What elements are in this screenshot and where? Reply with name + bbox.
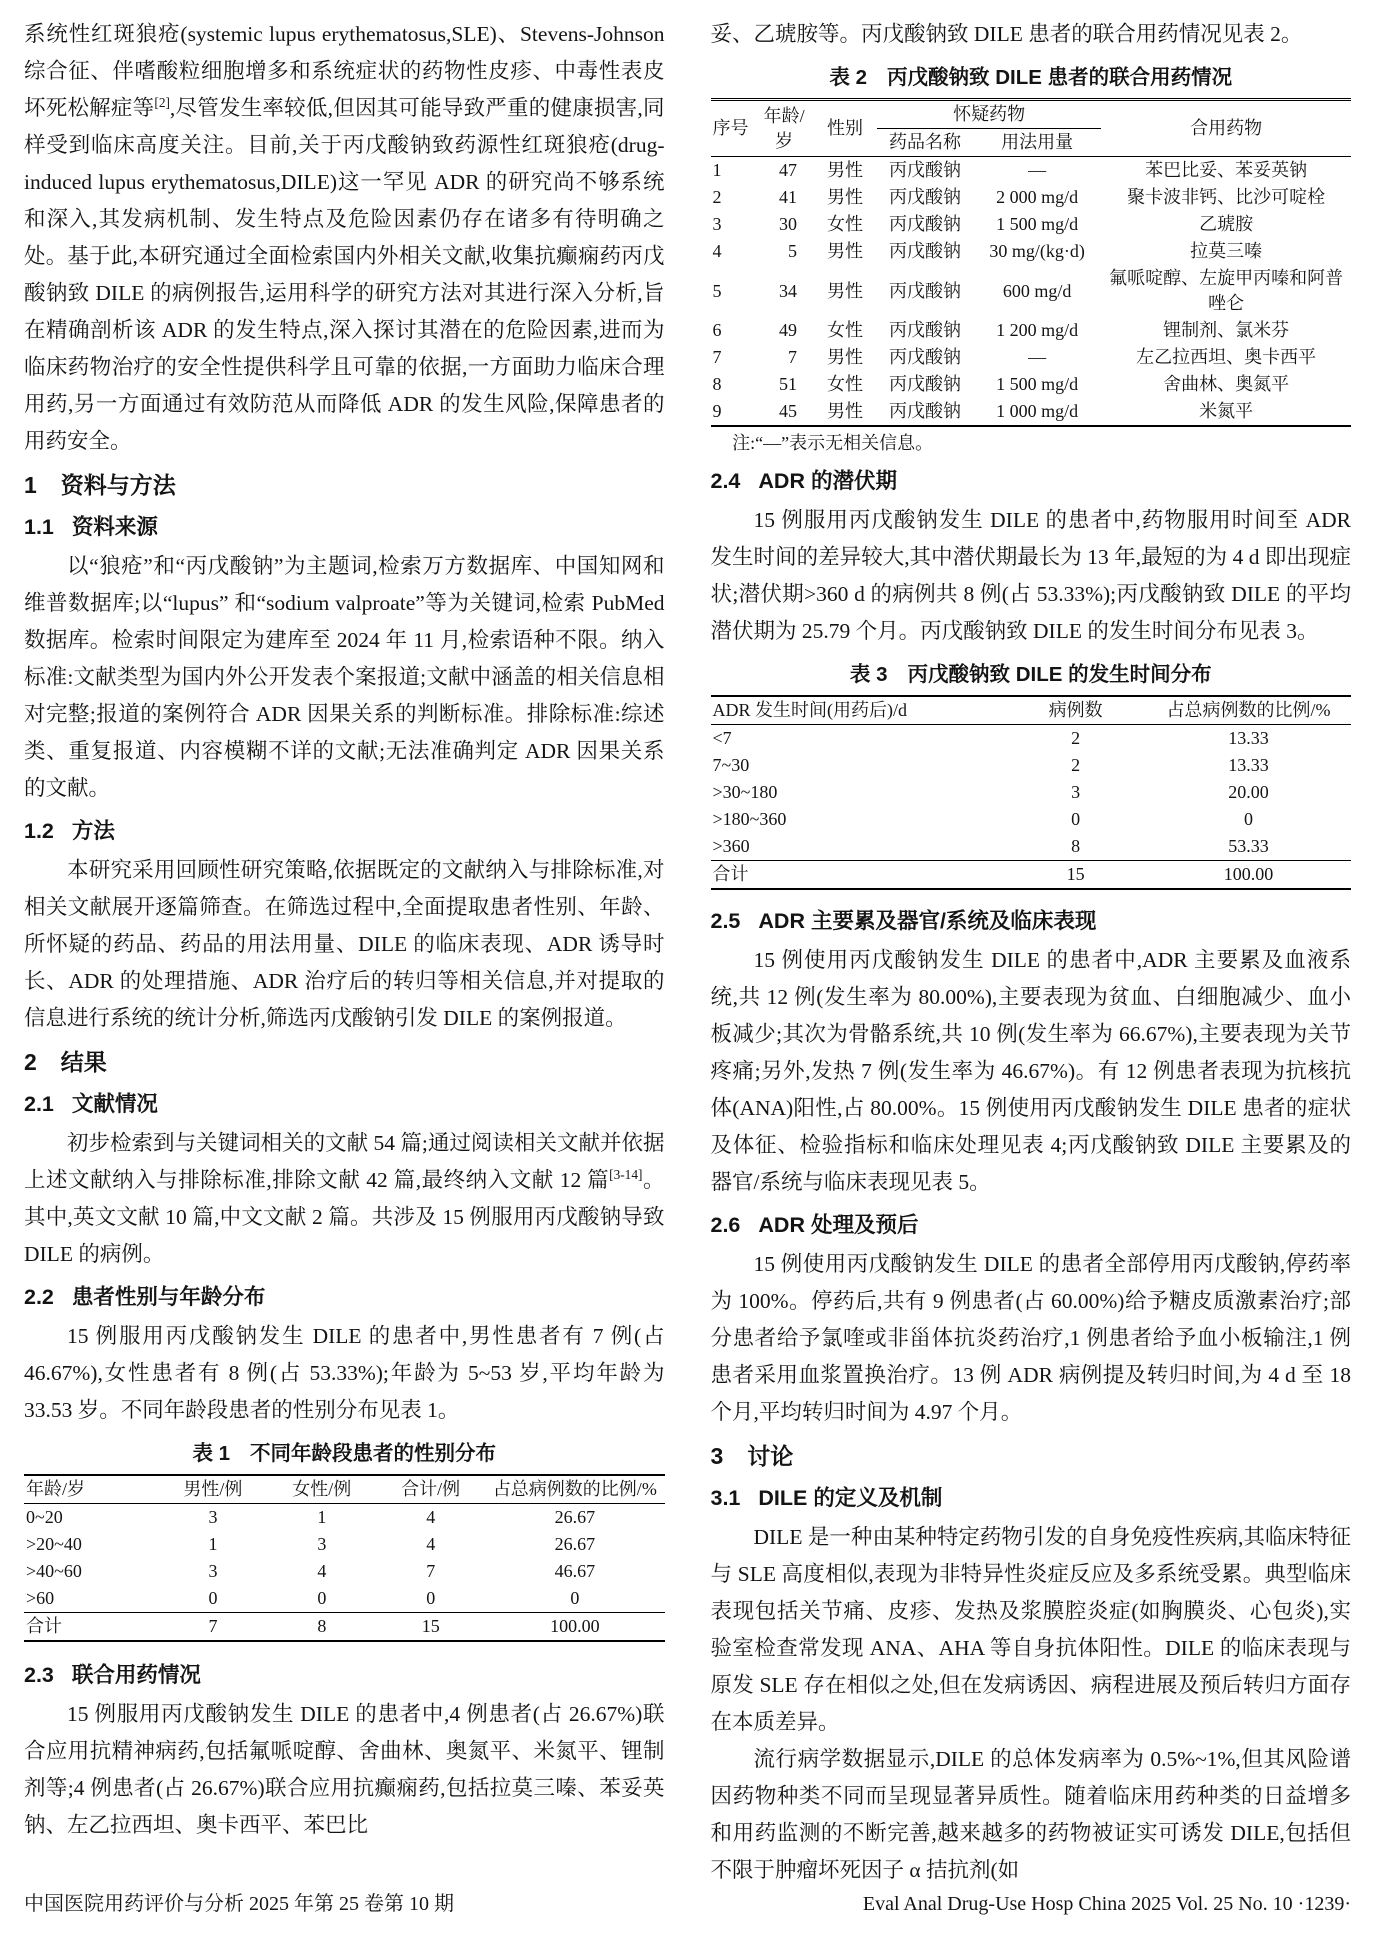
table-row: [711, 725, 1352, 753]
table-cell: 4: [426, 1534, 436, 1554]
table-cell: 丙戊酸钠: [889, 374, 962, 394]
table-row: [711, 344, 1352, 371]
table-cell: 6: [712, 320, 722, 340]
table-cell: 7: [426, 1561, 436, 1581]
section-title: 方法: [71, 819, 115, 843]
table-cell: 丙戊酸钠: [889, 280, 962, 301]
reference-marker: [2]: [154, 94, 170, 110]
section-title: 文献情况: [71, 1092, 158, 1116]
section-title: ADR 处理及预后: [758, 1213, 919, 1237]
table-title: 丙戊酸钠致 DILE 的发生时间分布: [907, 663, 1212, 686]
column-header: 合用药物: [1190, 118, 1263, 138]
table-cell: 41: [778, 187, 797, 207]
table-cell: 49: [778, 320, 797, 340]
column-header: 药品名称: [889, 132, 962, 152]
column-header: 合计/例: [401, 1479, 461, 1499]
paragraph-epidemiology: 流行病学数据显示,DILE 的总体发病率为 0.5%~1%,但其风险谱因药物种类不同而呈现显著异质性。随着临床用药种类的日益增多和用药监测的不断完善,越来越多的药物被证实可诱发 DILE,包括但不限于肿瘤坏死因子 α 拮抗剂(如: [710, 1747, 1351, 1882]
table-1-gender-distribution: [24, 1474, 665, 1642]
table-cell: 30: [778, 214, 797, 234]
table-cell: 合计: [26, 1616, 62, 1636]
table-cell: 8: [1071, 836, 1081, 856]
table-cell: 男性: [826, 187, 863, 207]
text-fragment: ,尽管发生率较低,但因其可能导致严重的健康损害,同样受到临床高度关注。目前,关于丙戊酸钠致药源性红斑狼疮(drug-induced lupus erythematosus,DILE)这一罕见 ADR 的研究尚不够系统和深入,其发病机制、发生特点及危险因素仍存在诸多有待明确之处。基于此,本研究通过全面检索国内外相关文献,收集抗癫痫药丙戊酸钠致 DILE 的病例报告,运用科学的研究方法对其进行深入分析,旨在精确剖析该 ADR 的发生特点,深入探讨其潜在的危险因素,进而为临床药物治疗的安全性提供科学且可靠的依据,一方面助力临床合理用药,另一方面通过有效防范从而降低 ADR 的发生风险,保障患者的用药安全。: [24, 96, 665, 453]
section-heading-2-3: [24, 1658, 665, 1692]
section-number: 1: [24, 472, 37, 498]
table-cell: 1 500 mg/d: [996, 374, 1079, 394]
section-title: ADR 主要累及器官/系统及临床表现: [758, 909, 1097, 933]
column-header: 性别: [826, 118, 863, 138]
table-cell: 0: [317, 1588, 327, 1608]
table-cell: 1: [712, 160, 722, 180]
table-cell: 聚卡波非钙、比沙可啶栓: [1127, 187, 1326, 207]
column-header: 年龄/岁: [26, 1479, 86, 1499]
table-cell: 100.00: [1223, 864, 1274, 884]
table-cell: 15: [1066, 864, 1085, 884]
table-cell: 丙戊酸钠: [889, 187, 962, 207]
table3-caption: [711, 660, 1352, 690]
table-row: [711, 806, 1352, 833]
page-footer: [24, 1890, 1351, 1918]
section-title: 讨论: [747, 1443, 794, 1469]
table-cell: 47: [778, 160, 797, 180]
column-header: 男性/例: [183, 1479, 243, 1499]
section-heading-3-1: [711, 1481, 1352, 1515]
table-cell: 7: [712, 347, 722, 367]
table-cell: 26.67: [554, 1534, 596, 1554]
table-cell: 5: [712, 280, 722, 301]
table-cell: 34: [778, 280, 797, 301]
table-row: [711, 779, 1352, 806]
section-number: 2.5: [710, 909, 741, 933]
table-cell: >60: [26, 1588, 55, 1608]
table-row: [711, 317, 1352, 344]
table-cell: 20.00: [1228, 782, 1269, 802]
table-row: [711, 184, 1352, 211]
table2-note: 注:“—”表示无相关信息。: [732, 433, 934, 453]
table-cell: 51: [778, 374, 797, 394]
table-row: [711, 752, 1352, 779]
table-title: 丙戊酸钠致 DILE 患者的联合用药情况: [887, 66, 1233, 89]
table2-caption: [711, 63, 1352, 93]
table-cell: 2: [1071, 755, 1081, 775]
table-row: [711, 157, 1352, 185]
table-cell: 0: [1244, 809, 1254, 829]
table-2-combination-drugs: [711, 98, 1352, 427]
table-row: [711, 265, 1352, 317]
table-cell: 1: [317, 1507, 327, 1527]
table-cell: >40~60: [26, 1561, 82, 1581]
table-cell: 左乙拉西坦、奥卡西平: [1136, 347, 1317, 367]
text-fragment: 。其中,英文文献 10 篇,中文文献 2 篇。共涉及 15 例服用丙戊酸钠导致 DILE 的病例。: [24, 1168, 665, 1266]
section-heading-2-5: [711, 904, 1352, 938]
section-number: 2.1: [24, 1092, 54, 1116]
section-heading-2-6: [711, 1208, 1352, 1242]
table-cell: 男性: [826, 241, 863, 261]
paragraph-organ-system: 15 例使用丙戊酸钠发生 DILE 的患者中,ADR 主要累及血液系统,共 12 例(发生率为 80.00%),主要表现为贫血、白细胞减少、血小板减少;其次为骨骼系统,共 10 例(发生率为 66.67%),主要表现为关节疼痛;另外,发热 7 例(发生率为 46.67%)。有 12 例患者表现为抗核抗体(ANA)阳性,占 80.00%。15 例使用丙戊酸钠发生 DILE 患者的症状及体征、检验指标和临床处理见表 4;丙戊酸钠致 DILE 主要累及的器官/系统与临床表现见表 5。: [710, 948, 1351, 1194]
column-header: 年龄/岁: [763, 105, 805, 151]
table-cell: 53.33: [1228, 836, 1269, 856]
section-heading-1-1: [24, 510, 665, 544]
table-cell: 0: [570, 1588, 580, 1608]
table-cell: 1 500 mg/d: [996, 214, 1079, 234]
table-cell: 0~20: [26, 1507, 63, 1527]
table-total-row: [711, 861, 1352, 890]
table-cell: 2 000 mg/d: [996, 187, 1079, 207]
table-cell: 600 mg/d: [1002, 280, 1072, 301]
table-cell: 苯巴比妥、苯妥英钠: [1145, 160, 1308, 180]
table-cell: —: [1028, 160, 1047, 180]
section-heading-2-2: [24, 1280, 665, 1314]
table-cell: 0: [1071, 809, 1081, 829]
table-cell: >180~360: [712, 809, 787, 829]
section-heading-2-1: [24, 1087, 665, 1121]
table-cell: 1 200 mg/d: [996, 320, 1079, 340]
section-number: 3.1: [710, 1486, 741, 1510]
table-cell: 丙戊酸钠: [889, 347, 962, 367]
table-cell: 7: [208, 1616, 218, 1636]
section-heading-2: [24, 1044, 665, 1080]
table-cell: 1: [208, 1534, 218, 1554]
table-cell: >30~180: [712, 782, 778, 802]
table-number: 表 3: [849, 663, 888, 686]
section-heading-2-4: [711, 464, 1352, 498]
paragraph-intro: [24, 16, 665, 460]
section-title: 资料与方法: [60, 472, 176, 498]
table-cell: 0: [426, 1588, 436, 1608]
table-cell: 男性: [826, 160, 863, 180]
paragraph-treatment-outcome: 15 例使用丙戊酸钠发生 DILE 的患者全部停用丙戊酸钠,停药率为 100%。停药后,共有 9 例患者(占 60.00%)给予糖皮质激素治疗;部分患者给予氯喹或非甾体抗炎药治疗,1 例患者给予血小板输注,1 例患者采用血浆置换治疗。13 例 ADR 病例提及转归时间,为 4 d 至 18 个月,平均转归时间为 4.97 个月。: [710, 1252, 1351, 1424]
column-header: 序号: [712, 118, 749, 138]
table-cell: 46.67: [554, 1561, 596, 1581]
paragraph-gender-age: 15 例服用丙戊酸钠发生 DILE 的患者中,男性患者有 7 例(占 46.67%),女性患者有 8 例(占 53.33%);年龄为 5~53 岁,平均年龄为 33.53 岁。不同年龄段患者的性别分布见表 1。: [24, 1324, 665, 1422]
section-title: DILE 的定义及机制: [758, 1486, 943, 1510]
table-cell: 3: [317, 1534, 327, 1554]
column-header: 占总病例数的比例/%: [1166, 700, 1331, 720]
paragraph-combination: 15 例服用丙戊酸钠发生 DILE 的患者中,4 例患者(占 26.67%)联合应用抗精神病药,包括氟哌啶醇、舍曲林、奥氮平、米氮平、锂制剂等;4 例患者(占 26.67%)联合应用抗癫痫药,包括拉莫三嗪、苯妥英钠、左乙拉西坦、奥卡西平、苯巴比: [24, 1702, 665, 1837]
table-cell: 舍曲林、奥氮平: [1163, 374, 1290, 394]
table-total-row: [24, 1613, 665, 1642]
section-number: 2: [24, 1049, 37, 1075]
column-header: ADR 发生时间(用药后)/d: [712, 700, 907, 720]
table-cell: 男性: [826, 280, 863, 301]
table-cell: 合计: [712, 864, 749, 884]
table-cell: 氟哌啶醇、左旋甲丙嗪和阿普唑仑: [1109, 268, 1344, 313]
table-cell: 丙戊酸钠: [889, 160, 962, 180]
table-cell: 8: [712, 374, 722, 394]
table-cell: >360: [712, 836, 750, 856]
table-cell: 8: [317, 1616, 327, 1636]
table-cell: 3: [208, 1561, 218, 1581]
table-cell: 丙戊酸钠: [889, 320, 962, 340]
table-row: [711, 833, 1352, 861]
table-cell: 30 mg/(kg·d): [989, 241, 1085, 261]
table-cell: 3: [712, 214, 722, 234]
table-cell: 26.67: [554, 1507, 596, 1527]
table-cell: 丙戊酸钠: [889, 241, 962, 261]
section-number: 2.4: [710, 469, 741, 493]
section-heading-3: [711, 1438, 1352, 1474]
section-title: 联合用药情况: [71, 1663, 201, 1687]
table-row: [711, 398, 1352, 426]
table-cell: 0: [208, 1588, 218, 1608]
section-number: 2.2: [24, 1285, 54, 1309]
table-header-row: [711, 100, 1352, 129]
table-3-onset-time: [711, 695, 1352, 890]
table-row: [24, 1531, 665, 1558]
column-header: 病例数: [1048, 700, 1103, 720]
section-title: 患者性别与年龄分布: [71, 1285, 266, 1309]
column-header: 女性/例: [292, 1479, 352, 1499]
table-cell: 男性: [826, 401, 863, 421]
right-column: [711, 16, 1352, 1889]
section-heading-1-2: [24, 814, 665, 848]
left-column: [24, 16, 665, 1889]
column-header: 用法用量: [1001, 132, 1074, 152]
table-cell: 乙琥胺: [1199, 214, 1254, 234]
table-cell: 45: [778, 401, 797, 421]
section-number: 2.3: [24, 1663, 54, 1687]
table-cell: 4: [712, 241, 722, 261]
section-number: 1.2: [24, 819, 54, 843]
section-heading-1: [24, 467, 665, 503]
table-cell: 13.33: [1228, 728, 1269, 748]
table-row: [711, 371, 1352, 398]
table-cell: 丙戊酸钠: [889, 214, 962, 234]
column-header-group: 怀疑药物: [877, 100, 1101, 129]
table-cell: 3: [1071, 782, 1081, 802]
section-title: 资料来源: [71, 515, 158, 539]
section-title: 结果: [60, 1049, 107, 1075]
column-header: 占总病例数的比例/%: [492, 1479, 657, 1499]
table-number: 表 2: [829, 66, 867, 89]
table-row: [24, 1558, 665, 1585]
table-cell: 米氮平: [1199, 401, 1254, 421]
table-cell: 4: [317, 1561, 327, 1581]
table-cell: 女性: [826, 374, 863, 394]
table-header-row: [24, 1475, 665, 1504]
table-row: [711, 211, 1352, 238]
table-cell: 拉莫三嗪: [1190, 241, 1263, 261]
table1-caption: [24, 1439, 665, 1469]
table-row: [711, 238, 1352, 265]
paragraph-data-source: 以“狼疮”和“丙戊酸钠”为主题词,检索万方数据库、中国知网和维普数据库;以“lupus” 和“sodium valproate”等为关键词,检索 PubMed 数据库。检索时间限定为建库至 2024 年 11 月,检索语种不限。纳入标准:文献类型为国内外公开发表个案报道;文献中涵盖的相关信息相对完整;报道的案例符合 ADR 因果关系的判断标准。排除标准:综述类、重复报道、内容模糊不详的文献;无法准确判定 ADR 因果关系的文献。: [24, 554, 665, 800]
section-number: 1.1: [24, 515, 54, 539]
table-cell: >20~40: [26, 1534, 82, 1554]
table-cell: 5: [787, 241, 797, 261]
text-fragment: 系统性红斑狼疮(systemic lupus erythematosus,SLE)、Stevens-Johnson 综合征、伴嗜酸粒细胞增多和系统症状的药物性皮疹、中毒性表皮坏死松解症等: [24, 22, 665, 120]
table-cell: —: [1028, 347, 1047, 367]
table-row: [24, 1585, 665, 1613]
section-number: 3: [710, 1443, 724, 1469]
table-cell: 女性: [826, 320, 863, 340]
table-number: 表 1: [192, 1442, 231, 1465]
reference-marker: [3-14]: [609, 1166, 643, 1182]
section-number: 2.6: [710, 1213, 741, 1237]
paragraph-continuation: 妥、乙琥胺等。丙戊酸钠致 DILE 患者的联合用药情况见表 2。: [710, 22, 1303, 46]
table-cell: 7: [787, 347, 797, 367]
table-cell: 女性: [826, 214, 863, 234]
text-fragment: 初步检索到与关键词相关的文献 54 篇;通过阅读相关文献并依据上述文献纳入与排除标准,排除文献 42 篇,最终纳入文献 12 篇: [24, 1131, 665, 1192]
table-cell: 2: [712, 187, 722, 207]
section-title: ADR 的潜伏期: [758, 469, 897, 493]
paragraph-method: 本研究采用回顾性研究策略,依据既定的文献纳入与排除标准,对相关文献展开逐篇筛查。在筛选过程中,全面提取患者性别、年龄、所怀疑的药品、药品的用法用量、DILE 的临床表现、ADR 诱导时长、ADR 的处理措施、ADR 治疗后的转归等相关信息,并对提取的信息进行系统的统计分析,筛选丙戊酸钠引发 DILE 的案例报道。: [24, 858, 665, 1030]
table-cell: 15: [421, 1616, 440, 1636]
paragraph-literature: [24, 1125, 665, 1273]
table-cell: 9: [712, 401, 722, 421]
table-cell: 3: [208, 1507, 218, 1527]
table-cell: 2: [1071, 728, 1081, 748]
table-row: [24, 1504, 665, 1532]
table-cell: 锂制剂、氯米芬: [1163, 320, 1290, 340]
table-cell: 丙戊酸钠: [889, 401, 962, 421]
paragraph-dile-definition: DILE 是一种由某种特定药物引发的自身免疫性疾病,其临床特征与 SLE 高度相似,表现为非特异性炎症反应及多系统受累。典型临床表现包括关节痛、皮疹、发热及浆膜腔炎症(如胸膜炎、心包炎),实验室检查常发现 ANA、AHA 等自身抗体阳性。DILE 的临床表现与原发 SLE 存在相似之处,但在发病诱因、病程进展及预后转归方面存在本质差异。: [710, 1525, 1351, 1734]
table-header-row: [711, 696, 1352, 725]
table-cell: 100.00: [550, 1616, 600, 1636]
table-cell: 13.33: [1228, 755, 1269, 775]
table-cell: 男性: [826, 347, 863, 367]
table-cell: 7~30: [712, 755, 750, 775]
table-cell: 1 000 mg/d: [996, 401, 1079, 421]
table-cell: <7: [712, 728, 732, 748]
paragraph-latency: 15 例服用丙戊酸钠发生 DILE 的患者中,药物服用时间至 ADR 发生时间的差异较大,其中潜伏期最长为 13 年,最短的为 4 d 即出现症状;潜伏期>360 d 的病例共 8 例(占 53.33%);丙戊酸钠致 DILE 的平均潜伏期为 25.79 个月。丙戊酸钠致 DILE 的发生时间分布见表 3。: [710, 508, 1351, 643]
footer-journal-cn: 中国医院用药评价与分析 2025 年第 25 卷第 10 期: [24, 1893, 454, 1915]
footer-journal-en: Eval Anal Drug-Use Hosp China 2025 Vol. 25 No. 10 ·1239·: [862, 1893, 1351, 1915]
table-title: 不同年龄段患者的性别分布: [250, 1442, 497, 1465]
table-cell: 4: [426, 1507, 436, 1527]
